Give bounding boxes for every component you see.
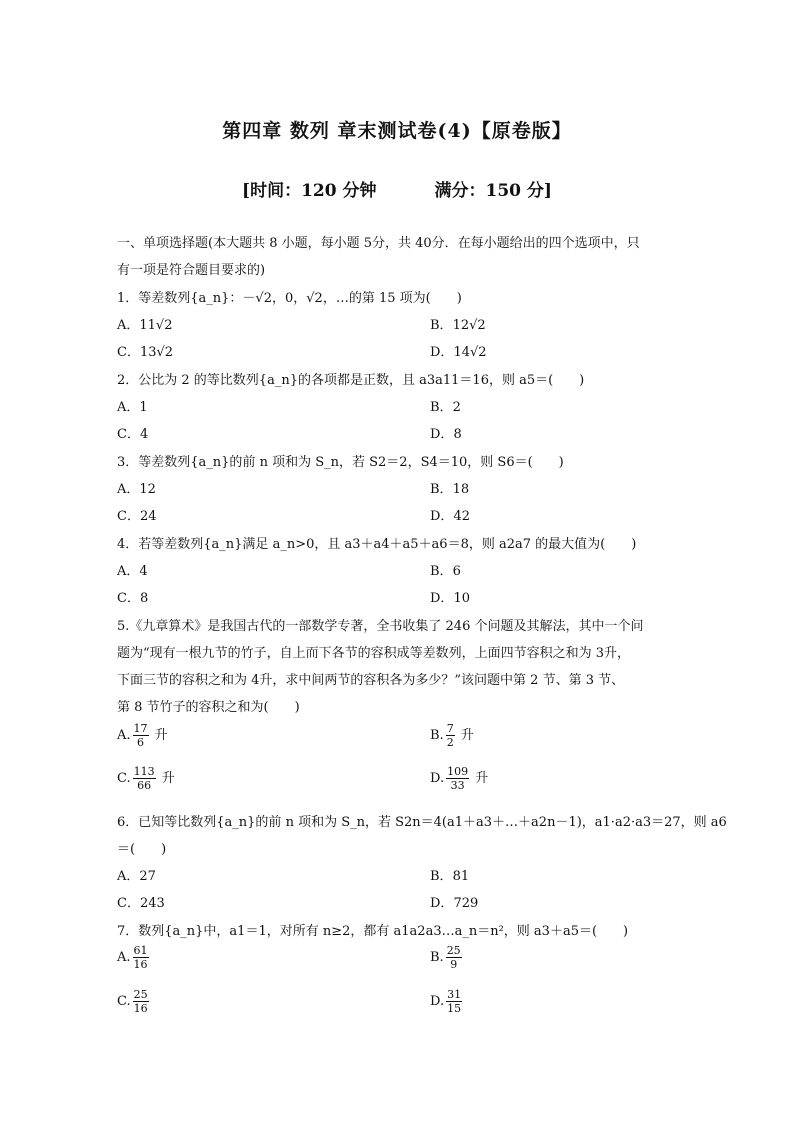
question-1-stem: 1．等差数列{a_n}：－√2，0，√2，…的第 15 项为( ) <box>117 291 462 306</box>
question-6-stem: 6．已知等比数列{a_n}的前 n 项和为 S_n，若 S2n＝4(a1＋a3＋…＋a2n－1)，a1·a2·a3＝27，则 a6 <box>117 815 727 830</box>
time-label: [时间：120 分钟 <box>242 181 377 201</box>
q5-option-c: C. $\frac{113}{66}$ 升 <box>117 765 175 792</box>
question-7-stem: 7．数列{a_n}中，a1＝1，对所有 n≥2，都有 a1a2a3…a_n＝n²，则 a3＋a5＝( ) <box>117 924 629 939</box>
question-5-line2: 题为“现有一根九节的竹子，自上而下各节的容积成等差数列，上面四节容积之和为 3升， <box>117 646 631 661</box>
exam-meta <box>0 176 794 201</box>
question-5-line3: 下面三节的容积之和为 4升，求中间两节的容积各为多少？”该问题中第 2 节、第 3 节、 <box>117 673 625 688</box>
q7-option-a: A. $\frac{61}{16}$ <box>117 944 148 971</box>
question-4-stem: 4．若等差数列{a_n}满足 a_n>0，且 a3＋a4＋a5＋a6＝8，则 a2a7 的最大值为( ) <box>117 537 637 552</box>
q6-option-c: C．243 <box>117 896 165 911</box>
score-label: 满分：150 分] <box>434 181 552 201</box>
q4-option-c: C．8 <box>117 591 149 606</box>
q6-option-d: D．729 <box>430 896 479 911</box>
q3-option-b: B．18 <box>430 482 470 497</box>
question-5-line4: 第 8 节竹子的容积之和为( ) <box>117 700 300 715</box>
section-heading-line1: 一、单项选择题(本大题共 8 小题，每小题 5分，共 40分．在每小题给出的四个选项中，只 <box>117 236 640 251</box>
q5-option-d: D. $\frac{109}{33}$ 升 <box>430 765 489 792</box>
q2-option-d: D．8 <box>430 427 462 442</box>
q4-option-b: B．6 <box>430 564 461 579</box>
q1-option-d: D．14√2 <box>430 345 487 360</box>
q2-option-c: C．4 <box>117 427 149 442</box>
question-2-stem: 2．公比为 2 的等比数列{a_n}的各项都是正数，且 a3a11＝16，则 a5＝( ) <box>117 373 585 388</box>
q1-option-a: A．11√2 <box>117 318 173 333</box>
question-6-stem-cont: ＝( ) <box>117 842 167 857</box>
q6-option-b: B．81 <box>430 869 470 884</box>
q3-option-c: C．24 <box>117 509 157 524</box>
q4-option-d: D．10 <box>430 591 470 606</box>
q4-option-a: A．4 <box>117 564 148 579</box>
q5-option-a: A. $\frac{17}{6}$ 升 <box>117 722 168 749</box>
q3-option-a: A．12 <box>117 482 156 497</box>
page-title: 第四章 数列 章末测试卷(4)【原卷版】 <box>222 120 572 142</box>
q5-option-b: B. $\frac{7}{2}$ 升 <box>430 722 474 749</box>
section-heading-line2: 有一项是符合题目要求的) <box>117 263 266 278</box>
q7-option-c: C. $\frac{25}{16}$ <box>117 988 148 1015</box>
q1-option-b: B．12√2 <box>430 318 486 333</box>
question-3-stem: 3．等差数列{a_n}的前 n 项和为 S_n，若 S2＝2，S4＝10，则 S6＝( ) <box>117 455 564 470</box>
q3-option-d: D．42 <box>430 509 470 524</box>
q6-option-a: A．27 <box>117 869 156 884</box>
q7-option-d: D. $\frac{31}{15}$ <box>430 988 462 1015</box>
q2-option-a: A．1 <box>117 400 148 415</box>
question-5-line1: 5.《九章算术》是我国古代的一部数学专著，全书收集了 246 个问题及其解法，其中一个问 <box>117 619 644 634</box>
q2-option-b: B．2 <box>430 400 461 415</box>
q7-option-b: B. $\frac{25}{9}$ <box>430 944 461 971</box>
q1-option-c: C．13√2 <box>117 345 174 360</box>
